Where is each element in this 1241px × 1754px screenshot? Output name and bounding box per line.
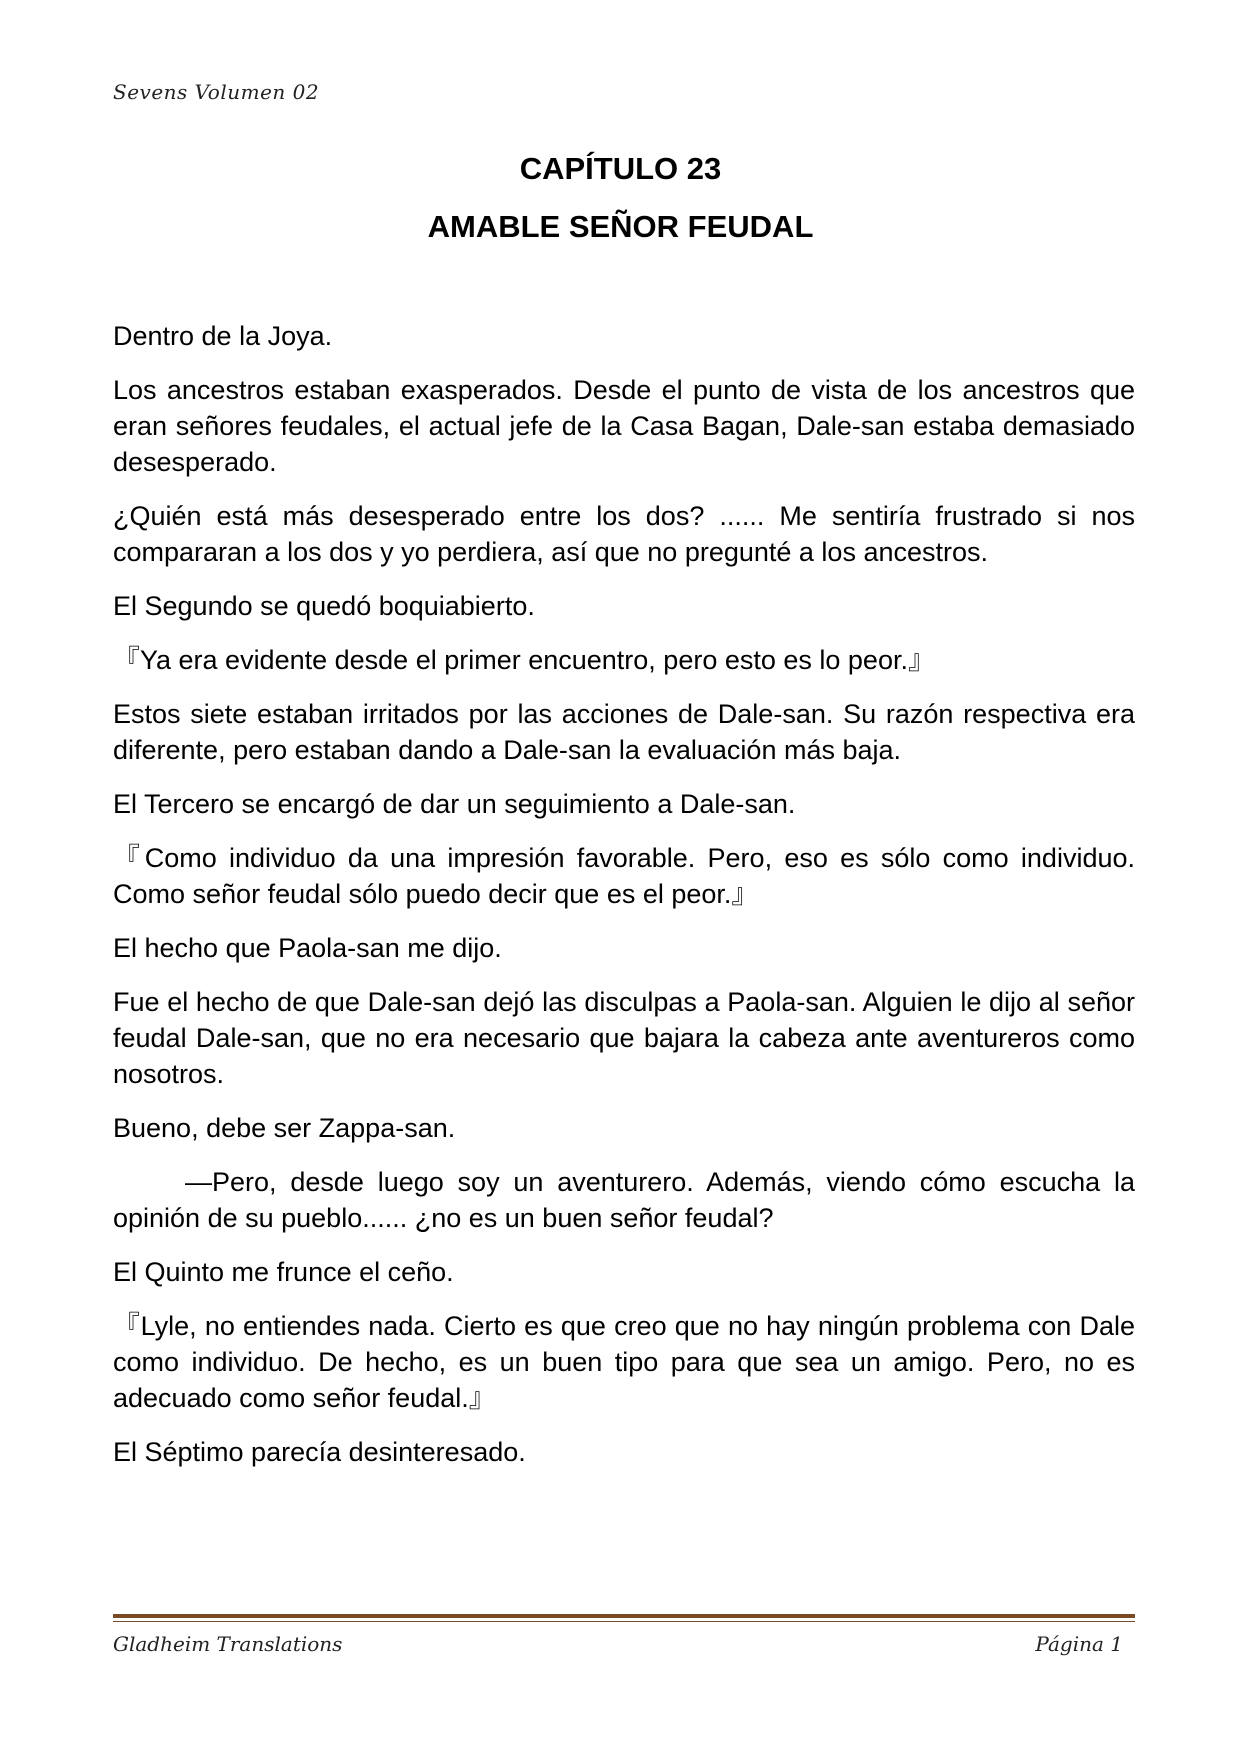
dialog-paragraph: 『Como individuo da una impresión favorable. Pero, eso es sólo como individuo. Como señor feudal sólo puedo decir que es el peor.』 [113, 843, 1135, 909]
footer-rule [113, 1614, 1135, 1618]
footer-publisher: Gladheim Translations [113, 1632, 343, 1656]
paragraph: ¿Quién está más desesperado entre los dos? ...... Me sentiría frustrado si nos compararan a los dos y yo perdiera, así que no pregunté a los ancestros. [113, 501, 1135, 567]
running-header: Sevens Volumen 02 [113, 80, 320, 104]
dialog-paragraph: 『Ya era evidente desde el primer encuentro, pero esto es lo peor.』 [113, 645, 935, 675]
chapter-number: CAPÍTULO 23 [519, 151, 722, 186]
footer-rule-thin [113, 1621, 1135, 1622]
body-text [113, 318, 1135, 1488]
paragraph: Bueno, debe ser Zappa-san. [113, 1113, 456, 1143]
chapter-title: AMABLE SEÑOR FEUDAL [427, 209, 814, 244]
paragraph: El Tercero se encargó de dar un seguimiento a Dale-san. [113, 789, 796, 819]
paragraph: El Segundo se quedó boquiabierto. [113, 591, 535, 621]
dialog-paragraph: —Pero, desde luego soy un aventurero. Además, viendo cómo escucha la opinión de su pueblo...... ¿no es un buen señor feudal? [113, 1167, 1135, 1233]
paragraph: El Quinto me frunce el ceño. [113, 1257, 454, 1287]
paragraph: El hecho que Paola-san me dijo. [113, 933, 502, 963]
page-number: Página 1 [1035, 1632, 1123, 1656]
paragraph: Fue el hecho de que Dale-san dejó las disculpas a Paola-san. Alguien le dijo al señor feudal Dale-san, que no era necesario que bajara la cabeza ante aventureros como nosotros. [113, 987, 1135, 1089]
paragraph: El Séptimo parecía desinteresado. [113, 1437, 526, 1467]
paragraph: Estos siete estaban irritados por las acciones de Dale-san. Su razón respectiva era diferente, pero estaban dando a Dale-san la evaluación más baja. [113, 699, 1135, 765]
paragraph: Los ancestros estaban exasperados. Desde el punto de vista de los ancestros que eran señores feudales, el actual jefe de la Casa Bagan, Dale-san estaba demasiado desesperado. [113, 375, 1135, 477]
dialog-paragraph: 『Lyle, no entiendes nada. Cierto es que creo que no hay ningún problema con Dale como individuo. De hecho, es un buen tipo para que sea un amigo. Pero, no es adecuado como señor feudal.』 [113, 1311, 1135, 1413]
paragraph: Dentro de la Joya. [113, 321, 333, 351]
